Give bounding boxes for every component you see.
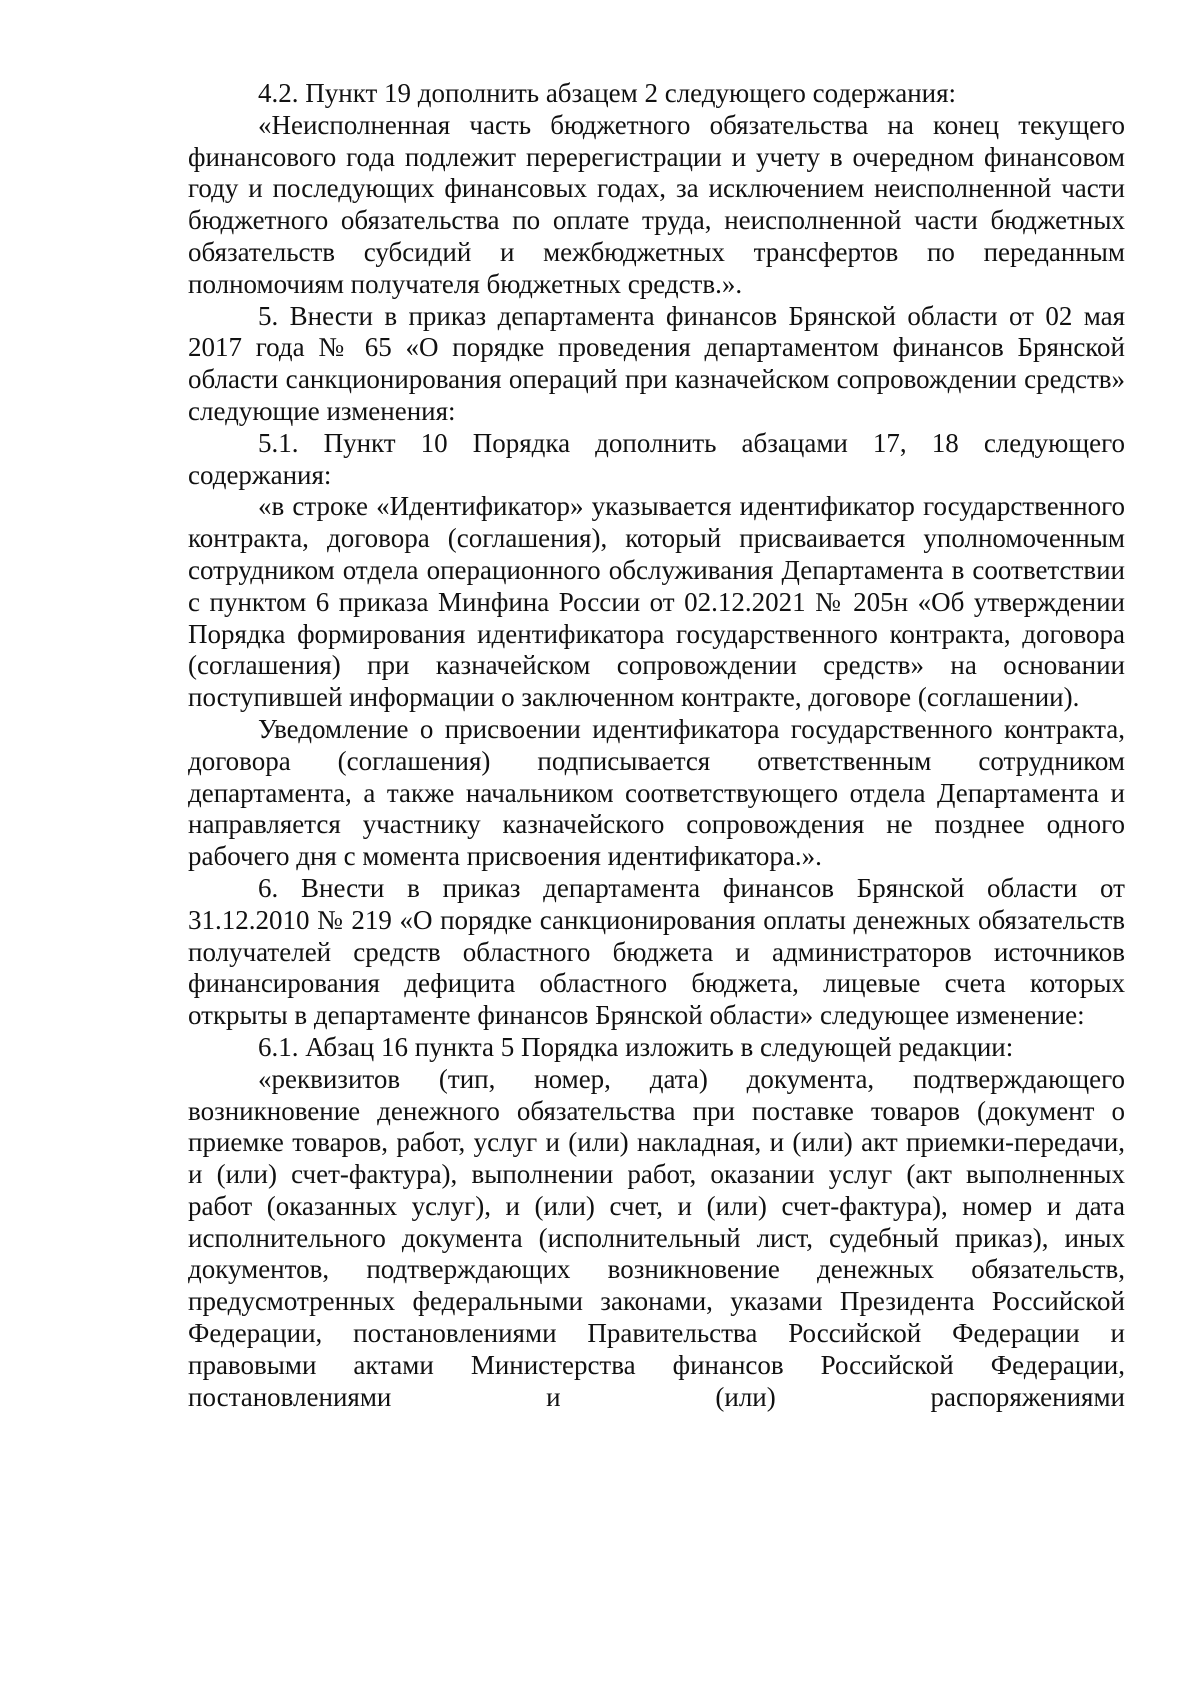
paragraph-6: 6. Внести в приказ департамента финансов Брянской области от 31.12.2010 № 219 «О порядке санкционирования оплаты денежных обязательств получателей средств областного бюджета и администраторов источников финансирования дефицита областного бюджета, лицевые счета которых открыты в департаменте финансов Брянской области» следующее изменение: — [188, 872, 1125, 1031]
paragraph-notification: Уведомление о присвоении идентификатора государственного контракта, договора (соглашения) подписывается ответственным сотрудником департамента, а также начальником соответствующего отдела Департамента и направляется участнику казначейского сопровождения не позднее одного рабочего дня с момента присвоения идентификатора.». — [188, 713, 1125, 872]
paragraph-5: 5. Внести в приказ департамента финансов Брянской области от 02 мая 2017 года № 65 «О порядке проведения департаментом финансов Брянской области санкционирования операций при казначейском сопровождении средств» следующие изменения: — [188, 300, 1125, 426]
paragraph-5-1: 5.1. Пункт 10 Порядка дополнить абзацами 17, 18 следующего содержания: — [188, 427, 1125, 490]
paragraph-6-1: 6.1. Абзац 16 пункта 5 Порядка изложить в следующей редакции: — [258, 1031, 1014, 1062]
paragraph-4-2-quote: «Неисполненная часть бюджетного обязательства на конец текущего финансового года подлежит перерегистрации и учету в очередном финансовом году и последующих финансовых годах, за исключением неисполненной части бюджетного обязательства по оплате труда, неисполненной части бюджетных обязательств субсидий и межбюджетных трансфертов по переданным полномочиям получателя бюджетных средств.». — [188, 109, 1125, 299]
paragraph-5-1-quote: «в строке «Идентификатор» указывается идентификатор государственного контракта, договора (соглашения), который присваивается уполномоченным сотрудником отдела операционного обслуживания Департамента в соответствии с пунктом 6 приказа Минфина России от 02.12.2021 № 205н «Об утверждении Порядка формирования идентификатора государственного контракта, договора (соглашения) при казначейском сопровождении средств» на основании поступившей информации о заключенном контракте, договоре (соглашении). — [188, 491, 1125, 713]
paragraph-6-1-quote: «реквизитов (тип, номер, дата) документа, подтверждающего возникновение денежного обязательства при поставке товаров (документ о приемке товаров, работ, услуг и (или) накладная, и (или) акт приемки-передачи, и (или) счет-фактура), выполнении работ, оказании услуг (акт выполненных работ (оказанных услуг), и (или) счет, и (или) счет-фактура), номер и дата исполнительного документа (исполнительный лист, судебный приказ), иных документов, подтверждающих возникновение денежных обязательств, предусмотренных федеральными законами, указами Президента Российской Федерации, постановлениями Правительства Российской Федерации и правовыми актами Министерства финансов Российской Федерации, постановлениями и (или) распоряжениями — [188, 1063, 1125, 1412]
document-body — [188, 78, 1125, 1413]
paragraph-4-2: 4.2. Пункт 19 дополнить абзацем 2 следующего содержания: — [258, 78, 957, 108]
